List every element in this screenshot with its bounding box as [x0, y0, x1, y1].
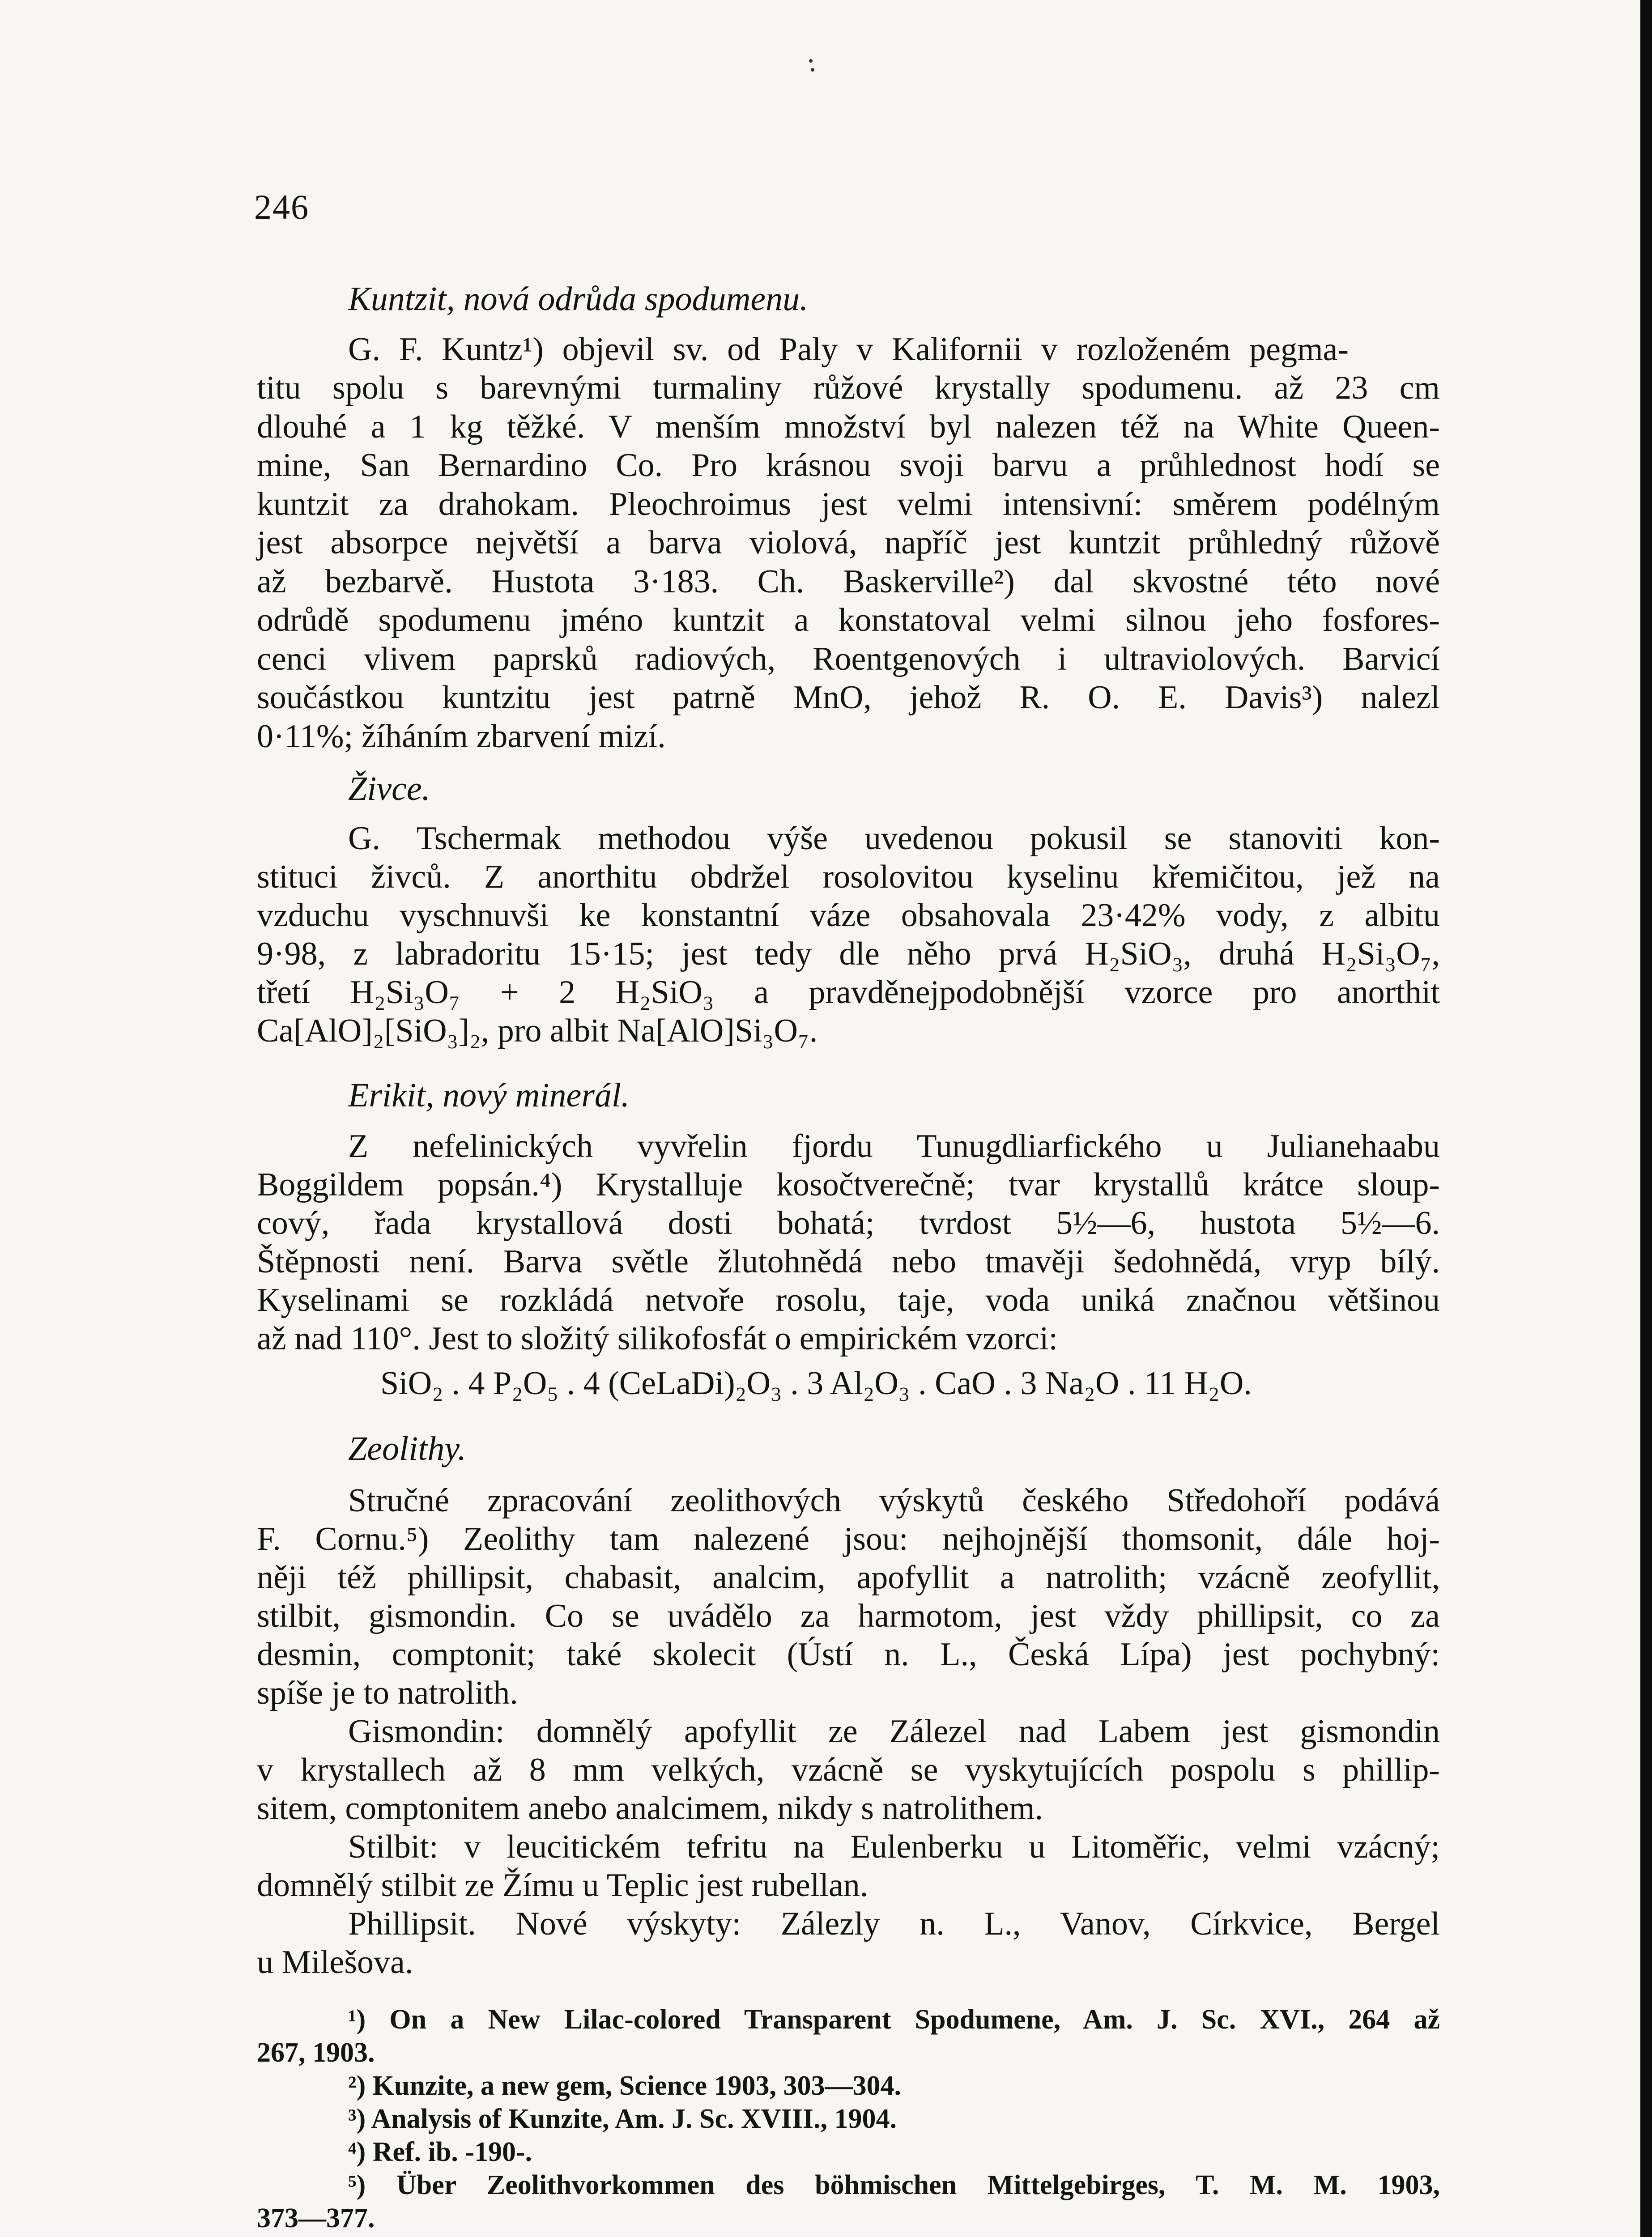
paragraph-line: v krystallech až 8 mm velkých, vzácně se vyskytujících pospolu s phillip-: [257, 1752, 1440, 1788]
paragraph-line: Boggildem popsán.⁴) Krystalluje kosočtverečně; tvar krystallů krátce sloup-: [257, 1166, 1440, 1203]
footnote-3: ³) Analysis of Kunzite, Am. J. Sc. XVIII., 1904.: [348, 2104, 897, 2134]
footnote-4: ⁴) Ref. ib. -190-.: [348, 2137, 532, 2167]
paragraph-line: dlouhé a 1 kg těžké. V menším množství byl nalezen též na White Queen-: [257, 408, 1440, 445]
section-heading-zivce: Živce.: [348, 770, 430, 808]
footnote-1: ¹) On a New Lilac-colored Transparent Spodumene, Am. J. Sc. XVI., 264 až: [348, 2004, 1440, 2035]
paragraph-line: stilbit, gismondin. Co se uvádělo za harmotom, jest vždy phillipsit, co za: [257, 1598, 1440, 1634]
scan-speck: [811, 68, 814, 72]
paragraph-line: kuntzit za drahokam. Pleochroimus jest velmi intensivní: směrem podélným: [257, 486, 1440, 523]
paragraph-line: 9·98, z labradoritu 15·15; jest tedy dle něho prvá H₂SiO₃, druhá H₂Si₃O₇,: [257, 936, 1440, 972]
paragraph-line: Štěpnosti není. Barva světle žlutohnědá nebo tmavěji šedohnědá, vryp bílý.: [257, 1243, 1440, 1280]
paragraph-line: spíše je to natrolith.: [257, 1675, 518, 1711]
paragraph-line: mine, San Bernardino Co. Pro krásnou svoji barvu a průhlednost hodí se: [257, 447, 1440, 484]
paragraph-line: Kyselinami se rozkládá netvoře rosolu, taje, voda uniká značnou většinou: [257, 1282, 1440, 1318]
paragraph-line: Phillipsit. Nové výskyty: Zálezly n. L., Vanov, Církvice, Bergel: [348, 1905, 1440, 1942]
paragraph-line: desmin, comptonit; také skolecit (Ústí n. L., Česká Lípa) jest pochybný:: [257, 1636, 1440, 1673]
paragraph-line: až bezbarvě. Hustota 3·183. Ch. Baskerville²) dal skvostné této nové: [257, 563, 1440, 600]
paragraph-line: součástkou kuntzitu jest patrně MnO, jehož R. O. E. Davis³) nalezl: [257, 679, 1440, 716]
paragraph-line: odrůdě spodumenu jméno kuntzit a konstatoval velmi silnou jeho fosfores-: [257, 602, 1440, 638]
paragraph-line: Z nefelinických vyvřelin fjordu Tunugdliarfického u Julianehaabu: [348, 1128, 1440, 1165]
paragraph-line: vzduchu vyschnuvši ke konstantní váze obsahovala 23·42% vody, z albitu: [257, 897, 1440, 934]
paragraph-line: cový, řada krystallová dosti bohatá; tvrdost 5½—6, hustota 5½—6.: [257, 1205, 1440, 1242]
footnote-5: ⁵) Über Zeolithvorkommen des böhmischen Mittelgebirges, T. M. M. 1903,: [348, 2170, 1440, 2200]
section-heading-kuntzit: Kuntzit, nová odrůda spodumenu.: [348, 280, 809, 318]
footnote-5-continued: 373—377.: [257, 2203, 375, 2233]
scan-speck: [809, 59, 813, 63]
section-heading-erikit: Erikit, nový minerál.: [348, 1076, 630, 1114]
paragraph-line: něji též phillipsit, chabasit, analcim, apofyllit a natrolith; vzácně zeofyllit,: [257, 1559, 1440, 1596]
page-number: 246: [254, 187, 309, 226]
footnote-1-continued: 267, 1903.: [257, 2037, 375, 2068]
paragraph-line: u Milešova.: [257, 1944, 413, 1981]
paragraph-line: F. Cornu.⁵) Zeolithy tam nalezené jsou: nejhojnější thomsonit, dále hoj-: [257, 1521, 1440, 1557]
scan-border-right: [1640, 0, 1652, 2237]
paragraph-line: třetí H₂Si₃O₇ + 2 H₂SiO₃ a pravděnejpodobnější vzorce pro anorthit: [257, 974, 1440, 1011]
section-heading-zeolithy: Zeolithy.: [348, 1430, 466, 1467]
paragraph-line: cenci vlivem paprsků radiových, Roentgenových i ultraviolových. Barvicí: [257, 641, 1440, 677]
paragraph-line: 0·11%; žíháním zbarvení mizí.: [257, 718, 666, 755]
paragraph-line: domnělý stilbit ze Žímu u Teplic jest rubellan.: [257, 1867, 869, 1904]
paragraph-line: až nad 110°. Jest to složitý silikofosfát o empirickém vzorci:: [257, 1320, 1058, 1357]
paragraph-line: G. Tschermak methodou výše uvedenou pokusil se stanoviti kon-: [348, 820, 1440, 857]
chemical-formula: SiO₂ . 4 P₂O₅ . 4 (CeLaDi)₂O₃ . 3 Al₂O₃ . CaO . 3 Na₂O . 11 H₂O.: [380, 1365, 1252, 1402]
paragraph-line: titu spolu s barevnými turmaliny růžové krystally spodumenu. až 23 cm: [257, 370, 1440, 406]
footnote-2: ²) Kunzite, a new gem, Science 1903, 303—304.: [348, 2071, 902, 2101]
paragraph-line: G. F. Kuntz¹) objevil sv. od Paly v Kalifornii v rozloženém pegma-: [348, 331, 1349, 368]
paragraph-line: Stručné zpracování zeolithových výskytů českého Středohoří podává: [348, 1482, 1440, 1519]
paragraph-line: jest absorpce největší a barva violová, napříč jest kuntzit průhledný růžově: [257, 524, 1440, 561]
paragraph-line: Ca[AlO]₂[SiO₃]₂, pro albit Na[AlO]Si₃O₇.: [257, 1012, 818, 1049]
paragraph-line: sitem, comptonitem anebo analcimem, nikdy s natrolithem.: [257, 1790, 1043, 1827]
paragraph-line: Stilbit: v leucitickém tefritu na Eulenberku u Litoměřic, velmi vzácný;: [348, 1829, 1440, 1865]
paragraph-line: stituci živců. Z anorthitu obdržel rosolovitou kyselinu křemičitou, jež na: [257, 859, 1440, 895]
paragraph-line: Gismondin: domnělý apofyllit ze Zálezel nad Labem jest gismondin: [348, 1713, 1440, 1750]
